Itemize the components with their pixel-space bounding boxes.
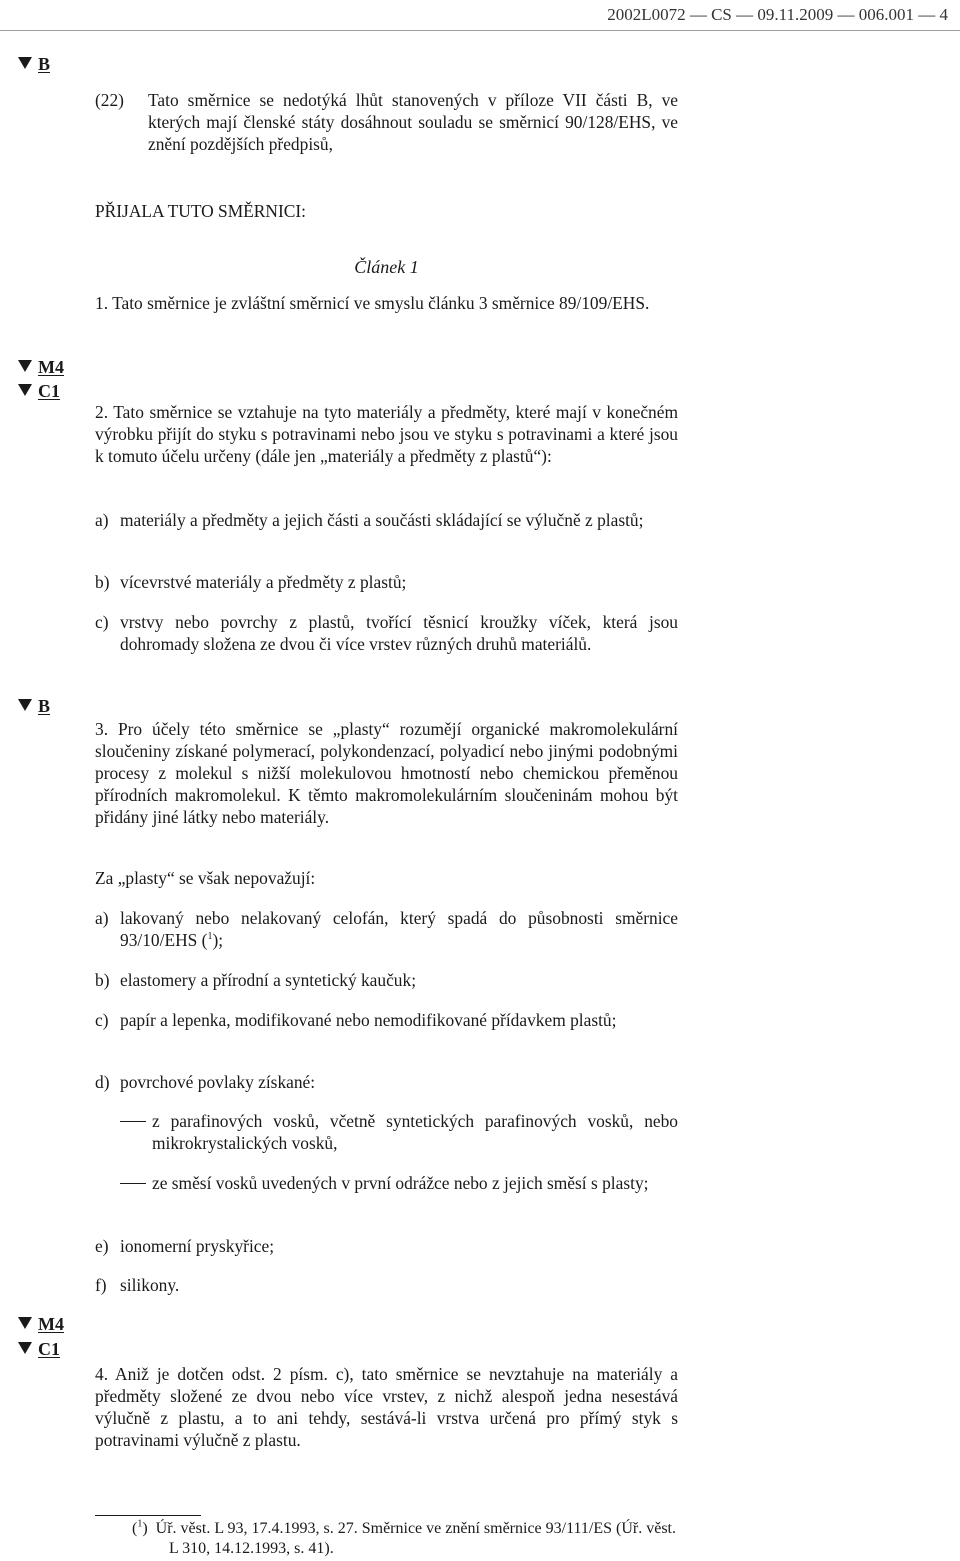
dash-item [120,1172,678,1194]
recital-22 [95,89,678,155]
triangle-down-icon [18,1342,32,1354]
list-item-text: materiály a předměty a jejich části a součásti skládající se výlučně z plastů; [120,510,644,530]
triangle-down-icon [18,384,32,396]
footnote-open: ( [132,1520,138,1537]
footnote-close: ) [142,1520,148,1537]
footnote-text [132,1519,678,1559]
marker-code: B [38,54,51,74]
amendment-marker-m4[interactable] [18,1313,64,1335]
document-reference: 2002L0072 — CS — 09.11.2009 — 006.001 — 4 [607,5,948,24]
amendment-marker-m4[interactable] [18,356,64,378]
article-title: Článek 1 [354,257,419,277]
exclusions-intro: Za „plasty“ se však nepovažují: [95,868,316,888]
dash-icon [120,1121,146,1122]
list-item-text: povrchové povlaky získané: [120,1072,316,1092]
list-item-text: elastomery a přírodní a syntetický kaučuk; [120,970,417,990]
paragraph-1: 1. Tato směrnice je zvláštní směrnicí ve smyslu článku 3 směrnice 89/109/EHS. [95,293,650,313]
footnote-number: 1 [137,1518,143,1530]
adoption-formula: PŘIJALA TUTO SMĚRNICI: [95,201,306,221]
list-item [95,907,678,951]
page-header [0,0,960,31]
list-item-text [120,907,678,951]
marker-code: B [38,696,51,716]
triangle-down-icon [18,1317,32,1329]
list-item [95,1274,678,1296]
list-item-label: f) [95,1275,107,1295]
list-item-label: a) [95,908,109,928]
recital-text: Tato směrnice se nedotýká lhůt stanovených v příloze VII části B, ve kterých mají členské státy dosáhnout souladu se směrnicí 90/128/EHS, ve znění pozdějších předpisů, [148,90,678,154]
footnote-reference[interactable]: 1 [207,931,213,943]
list-item-label: c) [95,1010,109,1030]
list-item-label: c) [95,612,109,632]
paragraph-3: 3. Pro účely této směrnice se „plasty“ rozumějí organické makromolekulární sloučeniny získané polymerací, polykondenzací, polyadicí nebo jinými podobnými procesy z molekul s nižší molekulovou hmotností nebo chemickou přeměnou přírodních makromolekul. K těmto makromolekulárním sloučeninám mohou být přidány jiné látky nebo materiály. [95,719,678,827]
triangle-down-icon [18,699,32,711]
list-item-label: b) [95,572,110,592]
marker-code: C1 [38,381,60,401]
list-item-label: e) [95,1236,109,1256]
marker-code: M4 [38,357,64,377]
list-item-label: b) [95,970,110,990]
recital-number: (22) [95,90,124,110]
list-item-text-end: ); [212,930,224,950]
dash-item [120,1110,678,1154]
amendment-marker-b[interactable] [18,53,50,75]
paragraph-4: 4. Aniž je dotčen odst. 2 písm. c), tato směrnice se nevztahuje na materiály a předměty složené ze dvou nebo více vrstev, z nichž alespoň jedna nesestává výlučně z plastu, a to ani tehdy, sestává-li vrstva určená pro přímý styk s potravinami výlučně z plastu. [95,1364,678,1450]
footnote [95,1519,678,1559]
list-item-text: ionomerní pryskyřice; [120,1236,275,1256]
list-item [95,1235,678,1257]
footnote-divider [95,1515,201,1516]
amendment-marker-c1[interactable] [18,1338,60,1360]
footnote-body: Úř. věst. L 93, 17.4.1993, s. 27. Směrnice ve znění směrnice 93/111/ES (Úř. věst. L 310, 14.12.1993, s. 41). [155,1520,676,1557]
list-item-text: papír a lepenka, modifikované nebo nemodifikované přídavkem plastů; [120,1010,617,1030]
dash-icon [120,1183,146,1184]
marker-code: M4 [38,1314,64,1334]
paragraph-2: 2. Tato směrnice se vztahuje na tyto materiály a předměty, které mají v konečném výrobku přijít do styku s potravinami nebo jsou ve styku s potravinami a které jsou k tomuto účelu určeny (dále jen „materiály a předměty z plastů“): [95,402,678,466]
list-item-text-main: lakovaný nebo nelakovaný celofán, který spadá do působnosti směrnice 93/10/EHS ( [120,908,678,950]
list-item [95,571,678,593]
list-item [95,509,678,531]
dash-item-text: ze směsí vosků uvedených v první odrážce nebo z jejich směsí s plasty; [152,1173,649,1193]
list-item-text: silikony. [120,1275,180,1295]
triangle-down-icon [18,57,32,69]
list-item-text: vícevrstvé materiály a předměty z plastů; [120,572,407,592]
list-item [95,611,678,655]
list-item [95,1009,678,1031]
list-item [95,969,678,991]
triangle-down-icon [18,360,32,372]
amendment-marker-c1[interactable] [18,380,60,402]
marker-code: C1 [38,1339,60,1359]
list-item-text: vrstvy nebo povrchy z plastů, tvořící těsnicí kroužky víček, která jsou dohromady složena ze dvou či více vrstev různých druhů materiálů. [120,612,678,654]
dash-item-text: z parafinových vosků, včetně syntetických parafinových vosků, nebo mikrokrystalických vosků, [152,1111,678,1153]
amendment-marker-b[interactable] [18,695,50,717]
list-item [95,1071,678,1093]
list-item-label: d) [95,1072,110,1092]
list-item-label: a) [95,510,109,530]
